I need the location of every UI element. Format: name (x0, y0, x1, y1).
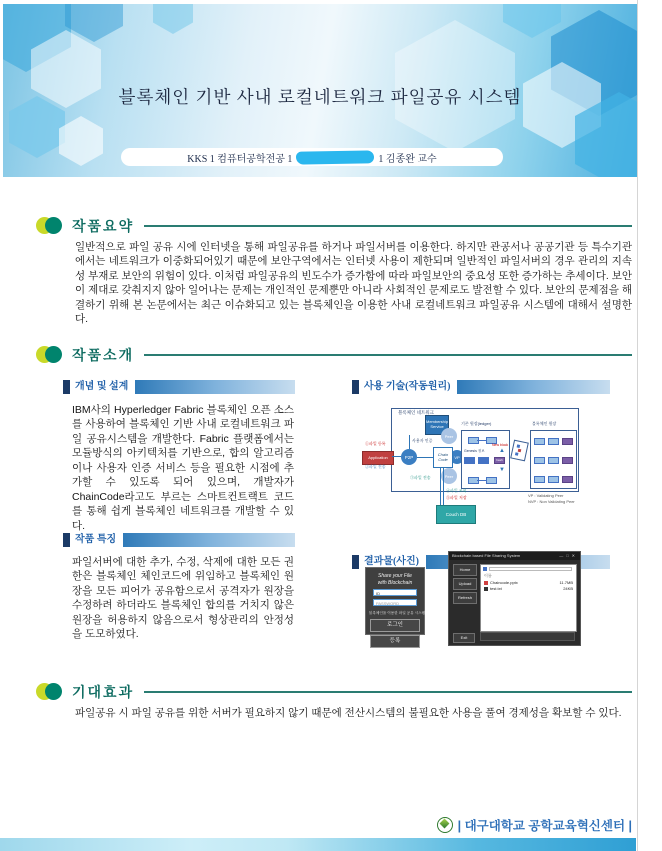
p2p-node: P2P (401, 449, 417, 465)
file-size: 11.7MB (559, 580, 573, 585)
file-size: 24KB (563, 586, 573, 591)
subsection-features-header (63, 533, 295, 547)
exit-button: Exit (453, 633, 475, 643)
new-block-label: New block (492, 443, 509, 447)
list-header: 이름 (484, 573, 492, 578)
header-banner (3, 4, 637, 177)
connector-line (417, 457, 433, 458)
section-bullet-circles (36, 346, 64, 364)
mini-block (515, 452, 519, 456)
login-window-screenshot (365, 567, 426, 644)
section-summary-header (36, 216, 632, 236)
section-intro-header (36, 345, 632, 365)
subsection-gradient-bar (123, 533, 295, 547)
ledger-box (461, 430, 510, 489)
ledger-label: 기존 원장(ledger) (461, 421, 492, 426)
couchdb-node: Couch DB (436, 505, 476, 524)
password-field: PASSWORD (373, 599, 417, 606)
file-icon (484, 587, 488, 591)
block-link (477, 440, 486, 441)
block-icon (534, 457, 545, 464)
vp-node: VP (450, 450, 464, 464)
architecture-diagram (352, 400, 630, 552)
arrow-up-icon: ▲ (499, 448, 505, 454)
footer-organization: | 대구대학교 공학교육혁신센터 | (457, 819, 632, 833)
file-sharing-window-screenshot (448, 551, 581, 646)
block-link (477, 480, 486, 481)
author-text-right: 1 김종완 교수 (378, 153, 437, 165)
toolbar-icon (483, 567, 487, 571)
section-divider-line (144, 225, 632, 227)
legend-vp: VP : Validating Peer (528, 493, 564, 498)
concept-paragraph: IBM사의 Hyperledger Fabric 블록체인 오픈 소스를 사용하여 블록체인 기반 사내 로컬네트워크 파일 공유시스템을 개발한다. Fabric 플랫폼에서는 모듈방식의 아키텍처를 기반으로, 합의 알고리즘이나 사용자 인증 서비스 등을 필요한 시점에 추가할 수 있도록 되어 있으며, 개발자가 ChainCode라고도 부르는 스마트컨트랙트 코드를 통해 쉽게 블록체인 네트워크를 개발할 수 있다. (72, 404, 294, 532)
genesis-label: Genesis 정보 (464, 449, 485, 453)
hexagon-decor (59, 116, 103, 166)
upload-button: Upload (453, 578, 477, 590)
search-input (489, 567, 572, 571)
connector-line (443, 468, 444, 505)
section-divider-line (144, 354, 632, 356)
subsection-navy-block (352, 555, 359, 569)
status-strip (480, 632, 575, 641)
minimize-icon: — (559, 553, 567, 558)
section-expected-title: 기대효과 (72, 686, 135, 701)
block-icon (464, 457, 475, 464)
subsection-results-label: 결과물(사진) (364, 556, 419, 567)
peer-node: Peer (441, 468, 457, 484)
block-icon (548, 438, 559, 445)
login-caption: 블록체인을 이용한 파일 공유 시스템 (368, 610, 426, 615)
response-label: ②파일 전송 (365, 464, 386, 469)
subsection-navy-block (63, 533, 70, 547)
chain-ledger-label: 블록체인 원장 (532, 421, 557, 426)
login-title (366, 573, 424, 586)
teal-circle-icon (45, 683, 62, 700)
subsection-tech-header (352, 380, 610, 394)
block-icon (478, 457, 489, 464)
poster-title: 블록체인 기반 사내 로컬네트워크 파일공유 시스템 (118, 87, 522, 107)
chaincode-node: Chain Code (433, 447, 453, 468)
subsection-concept-header (63, 380, 295, 394)
register-button: 등록 (370, 635, 420, 648)
connector-line (409, 435, 410, 449)
footer (352, 816, 632, 834)
login-button: 로그인 (370, 619, 420, 632)
chain-ledger-box (530, 430, 577, 489)
bottom-gradient-strip (0, 838, 636, 851)
subsection-concept-label: 개념 및 설계 (75, 381, 129, 392)
section-summary-title: 작품요약 (72, 220, 135, 235)
subsection-gradient-bar (135, 380, 295, 394)
page-edge-line (637, 0, 638, 851)
connector-line (440, 468, 441, 505)
subsection-navy-block (63, 380, 70, 394)
membership-service-node: Membership Service (425, 415, 449, 435)
teal-circle-icon (45, 217, 62, 234)
save-label: ⑤파일 저장 (446, 495, 467, 500)
section-expected-header (36, 682, 632, 702)
block-icon (534, 476, 545, 483)
subsection-navy-block (352, 380, 359, 394)
refresh-button: Refresh (453, 592, 477, 604)
file-list-panel (480, 564, 577, 632)
block-icon (562, 438, 573, 445)
file-name: Chaincode.pptx (490, 580, 518, 585)
hexagon-decor (153, 4, 193, 34)
arrow-down-icon: ▼ (499, 467, 505, 473)
window-titlebar: Blockchain based File Sharing System (449, 552, 580, 560)
block-icon (486, 477, 497, 484)
author-bar (121, 148, 503, 166)
maximize-icon: □ (566, 553, 572, 558)
close-icon: ✕ (571, 553, 578, 558)
transfer-label: ③파일 전송 (410, 475, 431, 480)
network-label: 블록체인 네트워크 (398, 410, 435, 415)
teal-circle-icon (45, 346, 62, 363)
block-icon (534, 438, 545, 445)
mini-block (517, 444, 521, 448)
window-controls (559, 552, 578, 560)
block-icon (548, 476, 559, 483)
file-icon (484, 581, 488, 585)
mini-block (518, 449, 522, 453)
peer-node: Peer (441, 428, 457, 444)
expected-paragraph: 파일공유 시 파일 공유를 위한 서버가 필요하지 않기 때문에 전산시스템의 불필요한 사용을 풀여 경제성을 확보할 수 있다. (75, 707, 622, 719)
author-text-left: KKS 1 컴퓨터공학전공 1 (187, 153, 293, 165)
file-row (484, 586, 573, 592)
name-redaction-scribble (296, 150, 374, 164)
request-label: ①파일 등록 (365, 441, 386, 446)
login-title-line1: Share your File (378, 573, 412, 579)
section-divider-line (144, 691, 632, 693)
legend-nvp: NVP : Non Validating Peer (528, 499, 575, 504)
section-bullet-circles (36, 217, 64, 235)
file-name: test.txt (490, 586, 502, 591)
emblem-leaf (439, 819, 449, 829)
login-title-line2: with Blockchain (377, 579, 413, 586)
subsection-tech-label: 사용 기술(작동원리) (364, 381, 451, 392)
section-intro-title: 작품소개 (72, 349, 135, 364)
summary-paragraph: 일반적으로 파일 공유 시에 인터넷을 통해 파일공유를 하거나 파일서버를 이용한다. 하지만 관공서나 공공기관 등 특수기관에서는 네트워크가 이중화되어있기 때문에 보안구역에서는 인터넷 사용이 제한되며 일반적인 파일서버의 경우 관리의 지속성 부재로 보안의 위험이 있다. 이처럼 파일공유의 빈도수가 증가함에 따라 파일보안의 중요성 또한 증가하는 추세이다. 보안이 제대로 갖춰지지 않아 일어나는 문제는 개인적인 문제뿐만 아니라 사회적인 문제로도 발전할 수 있다. 보안의 문제점을 해결하기 위해 본 논문에서는 최근 이슈화되고 있는 블록체인을 이용한 사내 로컬네트워크 파일공유 시스템에 대해서 설명한다. (75, 241, 632, 326)
auth-label: 사용자 인증 (412, 438, 433, 443)
university-emblem-icon (437, 817, 453, 833)
block-icon (562, 457, 573, 464)
home-button: Home (453, 564, 477, 576)
subsection-gradient-bar (457, 380, 610, 394)
application-node: Application (362, 451, 394, 465)
hexagon-decor (503, 4, 561, 38)
section-bullet-circles (36, 683, 64, 701)
id-field: ID (373, 589, 417, 596)
read-label: ④파일 조회 (446, 488, 467, 493)
features-paragraph: 파일서버에 대한 추가, 수정, 삭제에 대한 모든 권한은 블록체인 체인코드에 위임하고 블록체인 원장을 모든 피어가 공유함으로서 공격자가 원장을 수정하려 하더라도 블록체인 합의를 거치지 않은 원장을 허용하지 않음으로서 형상관리의 안정성을 도모하였다. (72, 556, 294, 641)
connector-line (392, 456, 401, 457)
block-icon (548, 457, 559, 464)
subsection-features-label: 작품 특징 (75, 534, 117, 545)
block-icon (562, 476, 573, 483)
hash-block-icon: hash (494, 457, 505, 464)
